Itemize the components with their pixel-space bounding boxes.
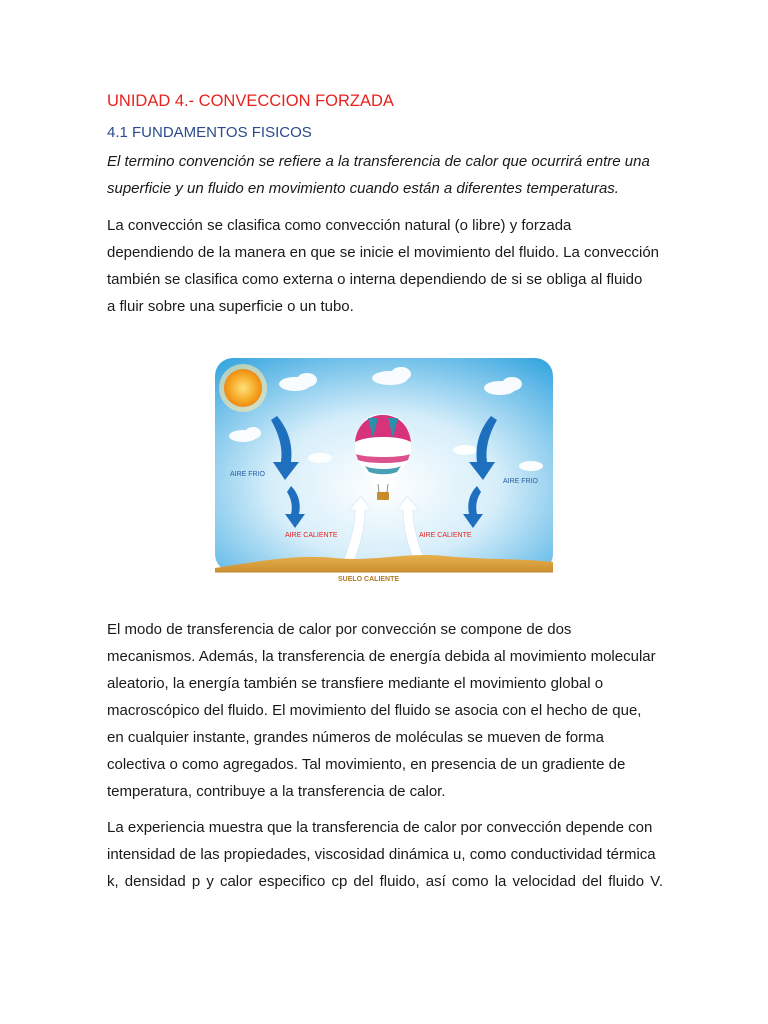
intro-line: El termino convención se refiere a la transferencia de calor que ocurrirá entre una: [107, 153, 650, 170]
paragraph-line: macroscópico del fluido. El movimiento del fluido se asocia con el hecho de que,: [107, 702, 642, 719]
paragraph-3: [107, 814, 663, 895]
paragraph-line: en cualquier instante, grandes números de moléculas se mueven de forma: [107, 729, 604, 746]
label-ground: SUELO CALIENTE: [338, 576, 400, 583]
paragraph-line: a fluir sobre una superficie o un tubo.: [107, 298, 354, 315]
paragraph-line: dependiendo de la manera en que se inicie el movimiento del fluido. La convección: [107, 244, 660, 261]
unit-heading: UNIDAD 4.- CONVECCION FORZADA: [107, 92, 394, 110]
paragraph-line: La convección se clasifica como convección natural (o libre) y forzada: [107, 217, 572, 234]
section-heading: 4.1 FUNDAMENTOS FISICOS: [107, 124, 312, 141]
label-cold-air-right: AIRE FRIO: [503, 478, 539, 485]
paragraph-line: también se clasifica como externa o interna dependiendo de si se obliga al fluido: [107, 271, 643, 288]
paragraph-line: temperatura, contribuye a la transferencia de calor.: [107, 783, 446, 800]
label-hot-air-right: AIRE CALIENTE: [419, 532, 472, 539]
intro-line: superficie y un fluido en movimiento cuando están a diferentes temperaturas.: [107, 180, 619, 197]
paragraph-line: intensidad de las propiedades, viscosidad dinámica u, como conductividad térmica: [107, 846, 656, 863]
paragraph-line: El modo de transferencia de calor por convección se compone de dos: [107, 621, 572, 638]
paragraph-2: [107, 616, 663, 805]
paragraph-1: [107, 212, 663, 320]
paragraph-line: mecanismos. Además, la transferencia de energía debida al movimiento molecular: [107, 648, 656, 665]
sun-icon: [219, 364, 267, 412]
paragraph-line: colectiva o como agregados. Tal movimiento, en presencia de un gradiente de: [107, 756, 626, 773]
paragraph-line: La experiencia muestra que la transferencia de calor por convección depende con: [107, 819, 653, 836]
convection-illustration: [215, 358, 553, 588]
paragraph-line: k, densidad p y calor especifico cp del fluido, así como la velocidad del fluido V.: [107, 873, 663, 890]
paragraph-line: aleatorio, la energía también se transfiere mediante el movimiento global o: [107, 675, 604, 692]
intro-paragraph: [107, 148, 663, 202]
label-hot-air-left: AIRE CALIENTE: [285, 532, 338, 539]
label-cold-air-left: AIRE FRIO: [230, 471, 266, 478]
